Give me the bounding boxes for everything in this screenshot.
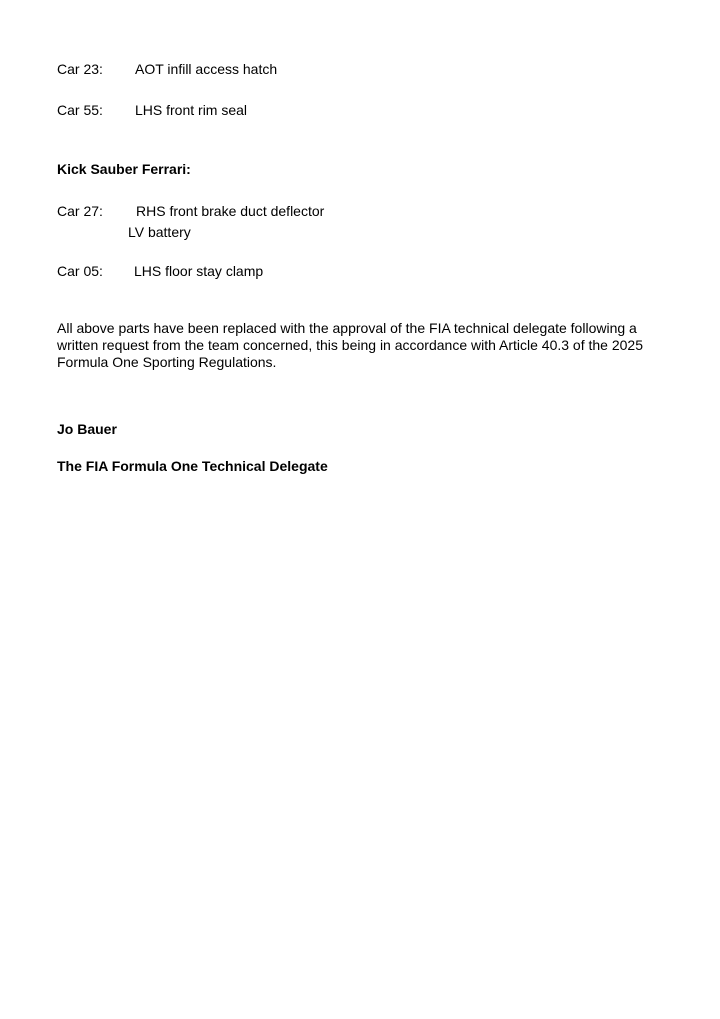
car-entry-part: LHS floor stay clamp [134,263,264,279]
car-entry-part: RHS front brake duct deflector [136,203,325,219]
approval-statement: All above parts have been replaced with the approval of the FIA technical delegate following a written request from the team concerned, this being in accordance with Article 40.3 of the 2025 Formula One Sporting Regulations. [57,320,643,370]
car-entry-part: LV battery [128,224,191,240]
car-entry-label: Car 05: [57,263,103,279]
car-entry-label: Car 23: [57,61,103,77]
car-entry-part: AOT infill access hatch [135,61,278,77]
car-entry-label: Car 55: [57,102,103,118]
team-heading: Kick Sauber Ferrari: [57,161,191,177]
signatory-title: The FIA Formula One Technical Delegate [57,458,328,474]
car-entry-part: LHS front rim seal [135,102,248,118]
signatory-name: Jo Bauer [57,421,117,437]
car-entry-label: Car 27: [57,203,103,219]
